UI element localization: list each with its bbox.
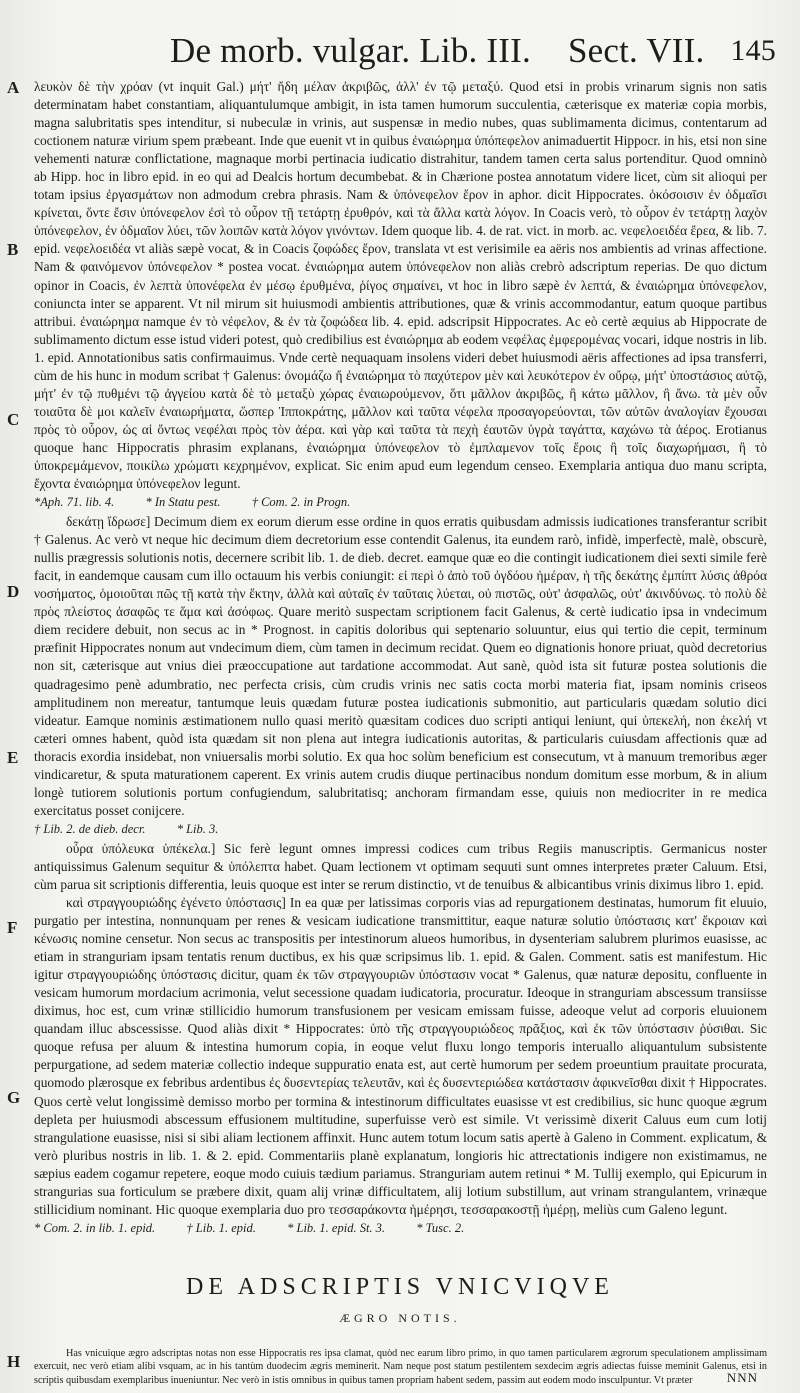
page-number: 145 [730,34,776,67]
running-header [170,28,776,74]
margin-letter: C [7,410,20,429]
footnote-line: *Aph. 71. lib. 4. * In Statu pest. † Com. 2. in Progn. [34,495,351,510]
margin-letter: F [7,918,18,937]
commentary-paragraph: Has vnicuique ægro adscriptas notas non esse Hippocratis res ipsa clamat, quòd nec earum libro primo, in quo tamen particularem ægrorum speculationem amplissimam exercuit, nec verò etiam alibi vsquam, ac in his tantùm duodecim ægris meminerit. Nam neque post statum pestilentem sexdecim ægris adiectas fuisse meminit Galenus, etsi in scriptis quibusdam exemplaribus inueniuntur. Nec verò in istis omnibus in quibus tamen propriam habent sedem, passim aut eodem modo insculpuntur. Vt præter [34,1348,767,1386]
final-paragraph-block [34,1347,767,1387]
commentary-paragraph: δεκάτῃ ἴδρωσε] Decimum diem ex eorum dierum esse ordine in quos erratis quibusdam admissis iudicationes transferantur scribit † Galenus. Ac verò vt neque hic decimum diem decretorium esse contendit Galenus, ita eundem rarò, infidè, imperfectè, malè, obscurè, nullis prægressis solutionis notis, decernere scribit lib. 1. de dieb. decret. eamque quæ eo die contingit iudicationem diei sexti simile ferè facit, in eandemque causam cum illo octauum his verbis coniungit: εἰ περὶ ὁ ἀπὸ τοῦ ὀγδόου ἡμέραν, ἡ τῆς δεκάτης ἐμπίπτ λύσις ἀθρόα νοσήματος, ὁμοιοῦται πῶς τῇ κατὰ τὴν ἕκτην, ἀλλὰ καὶ αὐταῖς ἐν ταῦταις λύεται, οὐ πιστῶς, οὐτ' ἀσφαλῶς, οὐτ' ἀκινδύνως. τὸ πολὺ δὲ πρὸς πλείστος ἀσαφῶς τε ἅμα καὶ ἀσόφως. Quare meritò suspectam scriptionem facit Galenus, & certè iudicatio ipsa in vndecimum diem recidere debuit, non secus ac in * Prognost. in capitis doloribus qui septenario soluuntur, eius qui tertio die cepit, terminum præfinit Hippocrates nonum aut vndecimum diem, cùm tamen in decimum recidat. Quem eo dignationis honore priuat, quòd decretorius non sit, cæterisque aut vnius diei præoccupatione aut tardatione accommodat. Aut sanè, quòd ista sit futuræ postea solutionis die quadragesimo penè adumbratio, nec perfecta crisis, cùm crudis vrinis nec satis cocta morbi materia fiat, ipsam nominis criseos amplitudinem non mereatur, tantumque leuis quædam futuræ postea iudicationis submonitio, aut particularis quædam solutio dici videatur. Eamque nominis æstimationem nullo quasi meritò quæsitam codices duo scripti antiqui leniunt, qui ὑπεκελή, non ἐκελή vt cæteri omnes habent, quòd ista quædam sit non plena aut integra iudicationis autoritas, & particularis cuiusdam affectionis quæ ad thoracis exordia insidebat, non vniuersalis morbi solutio. Ex qua hoc solùm beneficium est consecutum, vt à manuum tremoribus æger vindicaretur, & sputa maturationem caperent. Ex vrinis autem crudis diuque pertinacibus nondum domitum esse morbum, & in alium longè tutiorem solutionis portum confugiendum, salubritatisq; anchoram firmandam esse, quiuis non mediocriter in re medica exercitatus posset conijcere. [34,514,767,818]
section-subheading: ÆGRO NOTIS. [339,1311,461,1325]
margin-letter: A [7,78,20,97]
section-heading: DE ADSCRIPTIS VNICVIQVE [186,1274,614,1300]
signature-mark: NNN [726,1370,758,1385]
commentary-paragraph: οὖρα ὑπόλευκα ὑπέκελα.] Sic ferè legunt omnes impressi codices cum tribus Regiis manuscriptis. Germanicus noster antiquissimus Galenum sequitur & ὑπόλεπτα habet. Quam lectionem vt optimam sequuti sunt omnes interpretes præter Caluum. Etsi, cùm parua sit scriptionis differentia, leuis quoque est inter se rerum distinctio, vt de tenuibus & albicantibus vrinis diximus libro 1. epid. [34,840,767,892]
section-label: Sect. VII. [568,31,705,70]
commentary-paragraph: καὶ στραγγουριώδης ἐγένετο ὑπόστασις] In ea quæ per latissimas corporis vias ad repurgationem destinatas, humorum fit eluuio, purgatio per intestina, nonnunquam per renes & vesicam iudicatione transmittitur, eaque naturæ solutio ὑπόστασις κατ' ἔκροιαν καὶ κένωσις nomine censetur. Non secus ac transpositis per intestinorum alueos humoribus, in dysenteriam salubrem plurimos euasisse, ac etiam in stranguriam ipsam tentatis renum ductibus, ex his quæ scripsimus lib. 1. epid. & Galen. Comment. satis est manifestum. Hic igitur στραγγουριώδης ὑπόστασις dicitur, quam ἐκ τῶν στραγγουριῶν ὑπόστασιν vocat * Galenus, quæ naturæ depositu, confluente in vesicam humorum mordacium acrimonia, velut secessione quadam iudicatoria, procuratur. Ideoque in stranguriam abscessum transiisse diximus, hoc est, cum vrinæ stillicidio humorum transfusionem per vesicam emissam fuisse, adeoque velut ad corporis eluuionem quandam illuc abscessisse. Quod aliàs dixit * Hippocrates: ὑπὸ τῆς στραγγουριώδεος πρᾶξιος, καὶ ἐκ τῶν ὑπόστασιν ῥύσιθαι. Sic quoque refusa per aluum & intestina humorum copia, in eoque velut fluxu longo temporis interuallo aliquantulum subsistente perpurgatione, ad sedem materiæ collectio indeque suppuratio enata est, aut certè humorum per sedem proeuntium prauitate procurata, quomodo plærosque ex febribus ardentibus ἐς δυσεντερίας τελευτᾶν, καὶ ἐς δυσεντεριώδεα κατάστασιν ἀφικνεῖσθαι dixit † Hippocrates. Quos certè velut longissimè demisso morbo per tormina & intestinorum difficultates euasisse vt est credibilius, sic hunc quoque ægrum depleta per huiusmodi abscessum effusionem multitudine, superfuisse verò est simile. Vt verissimè dixerit Caluus eum cum lotij strangulatione euasisse, nisi si sibi aliam lectionem affinxit. Hunc autem totum locum satis apertè à Galeno in Comment. explicatum, & verò pluribus nostris in lib. 1. & 2. epid. Commentariis planè explanatum, longioris hic attrectationis indigere non existimamus, ne sæpius eadem cogamur repetere, eoque modo cuiuis tædium pariamus. Stranguriam autem retinui * M. Tullij exemplo, qui Epicurum in strangurias sua forticulum se præbere dixit, quam alij vrinæ difficultatem, alij lotium substillum, aut vrinam strangulantem, vrinæque stillicidium nominant. Hic quoque exemplaria duo pro τεσσαράκοντα ἡμέρησι, τεσσαρακοστῇ ἡμέρῃ, meliùs cum Galeno legunt. [34,895,767,1217]
margin-letter: D [7,582,20,601]
footnote-line: * Com. 2. in lib. 1. epid. † Lib. 1. epid. * Lib. 1. epid. St. 3. * Tusc. 2. [34,1220,465,1235]
running-title: De morb. vulgar. Lib. III. [170,31,531,70]
margin-letter: B [7,240,19,259]
margin-letter: H [7,1352,21,1371]
commentary-body [34,78,767,1239]
margin-letter: E [7,748,19,767]
margin-letter: G [7,1088,21,1107]
footnote-line: † Lib. 2. de dieb. decr. * Lib. 3. [34,821,219,836]
commentary-paragraph: λευκὸν δὲ τὴν χρόαν (vt inquit Gal.) μήτ' ἤδη μέλαν ἀκριβῶς, ἀλλ' ἐν τῷ μεταξύ. Quod etsi in probis vrinarum signis non satis determinatam habet constantiam, aliquantulumque ambigit, in ista tamen humorum succulentia, cæterisque ex materiæ copia morbis, magna salubritatis spes intenditur, si nubeculæ in vrinis, aut suspensæ in medio nubes, quas sublimamenta dicimus, contentarum ad coctionem naturæ virium spem præbeant. Inde que euenit vt in quibus ἐναιώρημα ὑπόπεφελον animaduertit Hippocr. in his, etsi non sine vehementi naturæ conflictatione, magnaque morbi pertinacia iudicatio distrahitur, tandem tamen certa salus portenditur. Quod omninò ab Hipp. hoc in libro epid. in eo qui ad Dealcis hortum decumbebat. & in Chærione postea annotatum videre licet, cùm sit alioqui per totam ipsius ἐργασμάτων non admodum crebra phrasis. Nam & ὑπόνεφελον ἔρον in aphor. dicit Hippocrates. ὁκόσοισιν ἐν ὁδμαῖσι κρίνεται, ὅντε ἔσιν ὑπόνεφελον ἐσὶ τὸ οὖρον τῇ τετάρτῃ ἐρυθρόν, καὶ τὰ ἄλλα κατὰ λόγον. In Coacis verò, τὸ οὖρον ἐν τετάρτῃ λαχὸν ὑπόνεφελον, ἐν ὁδμαῖον λύει, τῶν λοιπῶν κατὰ λόγον γινόντων. Idem quoque lib. 4. de rat. vict. in morb. ac. νεφελοειδέα ἔρεα, & lib. 7. epid. νεφελοειδέα vt aliàs sæpè vocat, & in Coacis ζοφώδες ἔρον, translata vt est verisimile ea aëris nos ambientis ad vrinas affectione. Nam & φαινόμενον ὑπόνεφελον * postea vocat. ἐναιώρημα autem ὑπόνεφελον non aliàs crebrò adscriptum reperias. De quo dictum opinor in Coacis, ἐν λεπτὰ ὑπονέφελα ἐν μέσῳ ἐρυθμένα, ῥίγος σημαίνει, vt hoc in libro sæpè ἐν λεπτά, & ἐναιώρημα ὑπόνεφελον, coniuncta inter se apparent. Vt nil mirum sit huiusmodi ambientis attributiones, quæ & vrinis accommodantur, eatum quoque partibus attribui. ἐναιώρημα namque ἐν τὸ νέφελον, & ἐν τὰ ζοφώδεα lib. 4. epid. adscripsit Hippocrates. Ac eò certè æquius ab Hippocrate de sublimamento dictum esse istud videri potest, quò credibilius est ἐναιώρημα ab eodem νεφέλας ἐμφερομένας vocari, idque nostris in lib. 1. epid. Annotationibus satis confirmauimus. Vnde certè nequaquam insolens videri debet huiusmodi aëris affectiones ad ipsa transferri, cùm de his hunc in modum scribat † Galenus: ὀνομάζω ἤ ἐναιώρημα τὸ παχύτερον μὲν καὶ λευκότερον ἐν οὔρῳ, μήτ' ὑποστάσιος αὐτῷ, μήτ' ἐν τῷ πυθμένι τῷ ἀγγείου κατὰ δὲ τὸ μεταξὺ χώρας ἐναιωρούμενον, ὅτι μᾶλλον ἀκριβῶς, ἢ κάτω μᾶλλον, ἢ ἄνω. τὰ μὲν οὖν τοιαῦτα δὲ μοι καλεῖν ἐναιωρήματα, ὥσπερ Ἱπποκράτης, μᾶλλον καὶ ταῦτα νέφελα προσαγορεύονται, τῶν αὐτῶν ἀναλογίαν ἔχουσαι πρὸς τὸ οὖρον, ὡς αἱ ὄντως νεφέλαι πρὸς τὸν ἀέρα. καὶ γὰρ καὶ ταῦτα τὰ πεχὴ ἐαυτῶν ὑγρὰ ταγάττα, καχώνω τὰ ἀέρος. Erotianus quoque hanc Hippocratis phrasim explanans, ἐναιώρημα ὑπόνεφελον τὸ ἐμπλαμενον τοῖς ἔροις ἢ τοῖς διαχωρήμασι, ἢ τὸ ὑποκρεμάμενον, ποικίλω χρώματι κεχρημένον, explicat. Sic enim apud eum legendum censeo. Exemplaria antiqua duo manu scripta, ἔχοντα ἐναιώρημα ὑπόνεφελον legunt. [34,79,767,492]
